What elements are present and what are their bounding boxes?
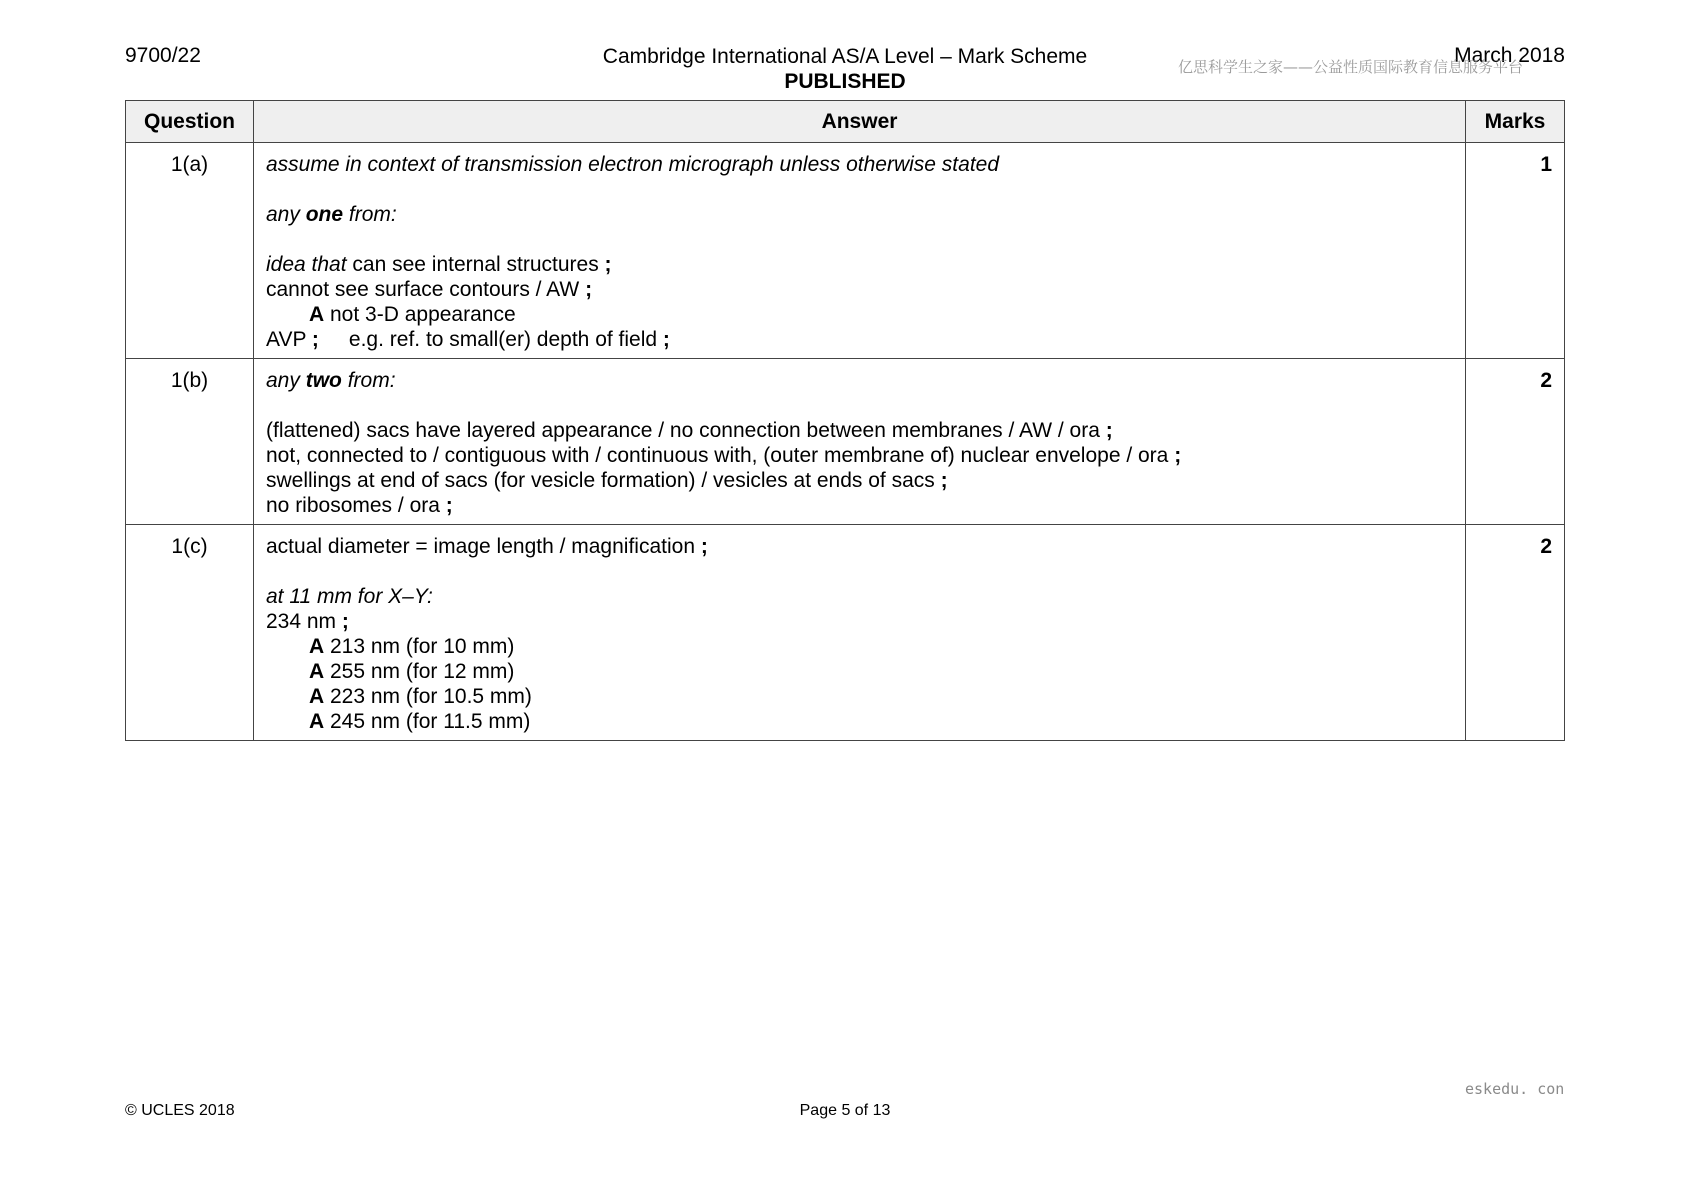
copyright: © UCLES 2018 — [125, 1102, 235, 1119]
accept-note: A not 3-D appearance — [309, 303, 516, 326]
marks-value: 1 — [1466, 143, 1565, 359]
accept-note: A 223 nm (for 10.5 mm) — [309, 685, 532, 708]
accept-note: A 245 nm (for 11.5 mm) — [309, 710, 531, 733]
table-row — [126, 143, 1565, 359]
answer-point: idea that can see internal structures ; — [266, 253, 612, 276]
answer-note: assume in context of transmission electron micrograph unless otherwise stated — [266, 153, 1000, 176]
published-label: PUBLISHED — [784, 70, 906, 93]
accept-note: A 213 nm (for 10 mm) — [309, 635, 515, 658]
mark-scheme-table — [125, 100, 1565, 741]
answer-point: cannot see surface contours / AW ; — [266, 278, 593, 301]
answer-instruction: any two from: — [266, 369, 396, 392]
answer-point: actual diameter = image length / magnification ; — [266, 535, 708, 558]
question-header: Question — [126, 101, 254, 143]
table-row — [126, 359, 1565, 525]
answer-cell — [254, 359, 1466, 525]
marks-header: Marks — [1466, 101, 1565, 143]
exam-date: March 2018 — [1454, 44, 1565, 67]
question-number: 1(b) — [126, 359, 254, 525]
marks-value: 2 — [1466, 359, 1565, 525]
answer-cell — [254, 525, 1466, 741]
title-text: Cambridge International AS/A Level – Mark Scheme — [602, 45, 1088, 68]
site-watermark: eskedu. con — [1465, 1080, 1565, 1098]
answer-point: AVP ; e.g. ref. to small(er) depth of field ; — [266, 328, 670, 351]
answer-header: Answer — [254, 101, 1466, 143]
page-number: Page 5 of 13 — [799, 1102, 891, 1119]
watermark-text: 亿思科学生之家——公益性质国际教育信息服务平台 — [1178, 58, 1524, 76]
paper-code: 9700/22 — [125, 44, 201, 67]
answer-instruction: any one from: — [266, 203, 397, 226]
question-number: 1(a) — [126, 143, 254, 359]
marks-value: 2 — [1466, 525, 1565, 741]
table-row — [126, 525, 1565, 741]
answer-cell — [254, 143, 1466, 359]
answer-point: not, connected to / contiguous with / continuous with, (outer membrane of) nuclear envelope / ora ; — [266, 444, 1182, 467]
answer-point: swellings at end of sacs (for vesicle formation) / vesicles at ends of sacs ; — [266, 469, 948, 492]
accept-note: A 255 nm (for 12 mm) — [309, 660, 515, 683]
question-number: 1(c) — [126, 525, 254, 741]
answer-note: at 11 mm for X–Y: — [266, 585, 433, 608]
answer-point: no ribosomes / ora ; — [266, 494, 453, 517]
answer-point: 234 nm ; — [266, 610, 349, 633]
answer-point: (flattened) sacs have layered appearance / no connection between membranes / AW / ora ; — [266, 419, 1113, 442]
table-header-row — [126, 101, 1565, 143]
